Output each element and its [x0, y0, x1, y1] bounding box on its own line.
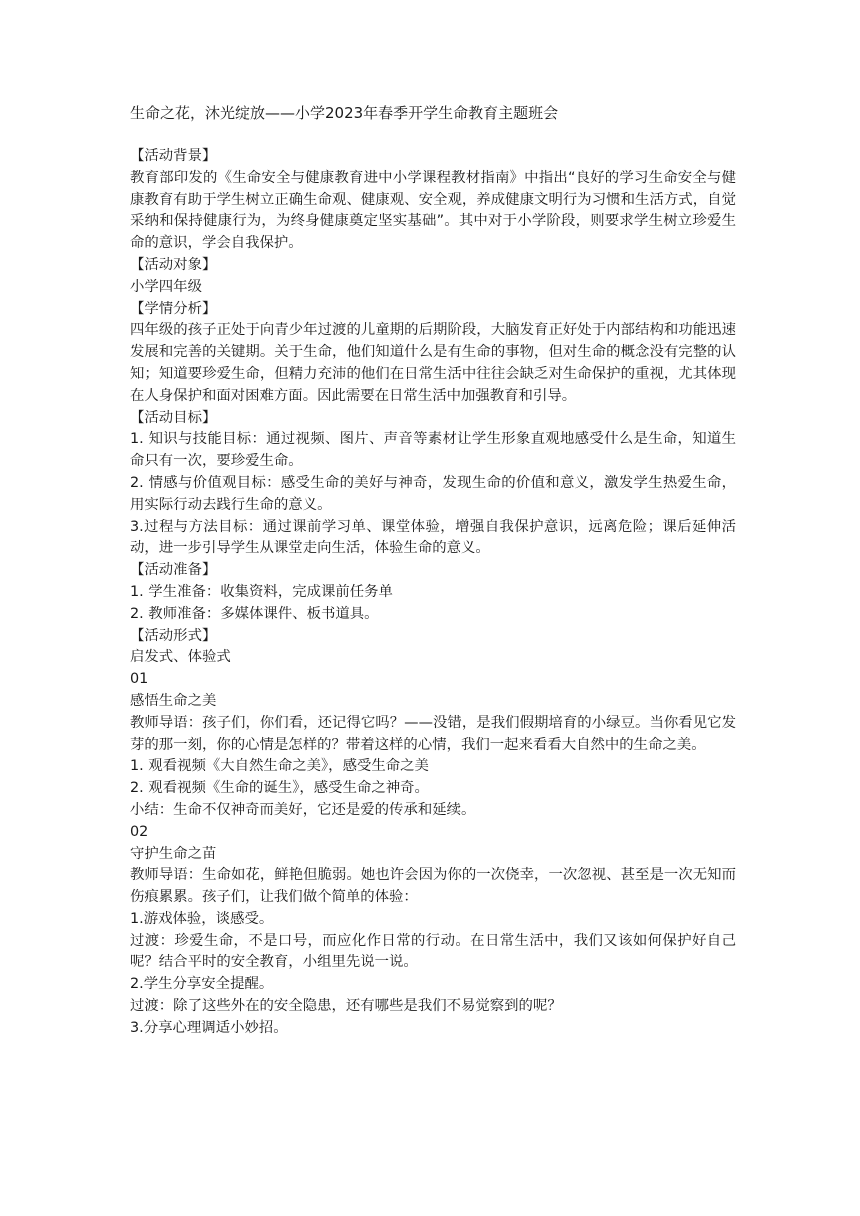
preparation-item: 2. 教师准备：多媒体课件、板书道具。	[130, 605, 379, 622]
section2-step: 2.学生分享安全提醒。	[130, 976, 274, 993]
section1-summary: 小结：生命不仅神奇而美好，它还是爱的传承和延续。	[130, 801, 476, 818]
goal-item: 2. 情感与价值观目标：感受生命的美好与神奇，发现生命的价值和意义，激发学生热爱生命，用实际行动去践行生命的意义。	[130, 474, 736, 513]
section2-step: 3.分享心理调适小妙招。	[130, 1019, 288, 1036]
audience-heading: 【活动对象】	[130, 256, 217, 273]
audience-text: 小学四年级	[130, 278, 202, 295]
section2-transition: 过渡：除了这些外在的安全隐患，还有哪些是我们不易觉察到的呢？	[130, 998, 562, 1015]
format-heading: 【活动形式】	[130, 627, 217, 644]
section1-intro: 教师导语：孩子们，你们看，还记得它吗？——没错，是我们假期培育的小绿豆。当你看见它发芽的那一刻，你的心情是怎样的？带着这样的心情，我们一起来看看大自然中的生命之美。	[130, 714, 736, 753]
section2-number: 02	[130, 823, 149, 840]
background-text: 教育部印发的《生命安全与健康教育进中小学课程教材指南》中指出“良好的学习生命安全与健康教育有助于学生树立正确生命观、健康观、安全观，养成健康文明行为习惯和生活方式，自觉采纳和保持健康行为，为终身健康奠定坚实基础”。其中对于小学阶段，则要求学生树立珍爱生命的意识，学会自我保护。	[130, 169, 736, 252]
section2-transition: 过渡：珍爱生命，不是口号，而应化作日常的行动。在日常生活中，我们又该如何保护好自己呢？结合平时的安全教育，小组里先说一说。	[130, 932, 736, 971]
preparation-heading: 【活动准备】	[130, 562, 217, 579]
analysis-text: 四年级的孩子正处于向青少年过渡的儿童期的后期阶段，大脑发育正好处于内部结构和功能迅速发展和完善的关键期。关于生命，他们知道什么是有生命的事物，但对生命的概念没有完整的认知；知道要珍爱生命，但精力充沛的他们在日常生活中往往会缺乏对生命保护的重视，尤其体现在人身保护和面对困难方面。因此需要在日常生活中加强教育和引导。	[130, 322, 736, 404]
section2-intro: 教师导语：生命如花，鲜艳但脆弱。她也许会因为你的一次侥幸，一次忽视、甚至是一次无知而伤痕累累。孩子们，让我们做个简单的体验：	[130, 867, 736, 906]
preparation-item: 1. 学生准备：收集资料，完成课前任务单	[130, 583, 393, 600]
format-text: 启发式、体验式	[130, 649, 231, 666]
document-title: 生命之花，沐光绽放——小学2023年春季开学生命教育主题班会	[130, 104, 559, 122]
analysis-heading: 【学情分析】	[130, 300, 217, 317]
goal-item: 3.过程与方法目标：通过课前学习单、课堂体验，增强自我保护意识，远离危险；课后延伸活动，进一步引导学生从课堂走向生活，体验生命的意义。	[130, 518, 736, 557]
background-heading: 【活动背景】	[130, 148, 217, 164]
section1-title: 感悟生命之美	[130, 692, 217, 709]
section1-item: 2. 观看视频《生命的诞生》，感受生命之神奇。	[130, 780, 429, 797]
section2-step: 1.游戏体验，谈感受。	[130, 910, 274, 927]
section2-title: 守护生命之苗	[130, 845, 217, 862]
goals-heading: 【活动目标】	[130, 409, 217, 426]
goal-item: 1. 知识与技能目标：通过视频、图片、声音等素材让学生形象直观地感受什么是生命，知道生命只有一次，要珍爱生命。	[130, 431, 736, 470]
section1-number: 01	[130, 671, 149, 688]
section1-item: 1. 观看视频《大自然生命之美》，感受生命之美	[130, 758, 429, 775]
